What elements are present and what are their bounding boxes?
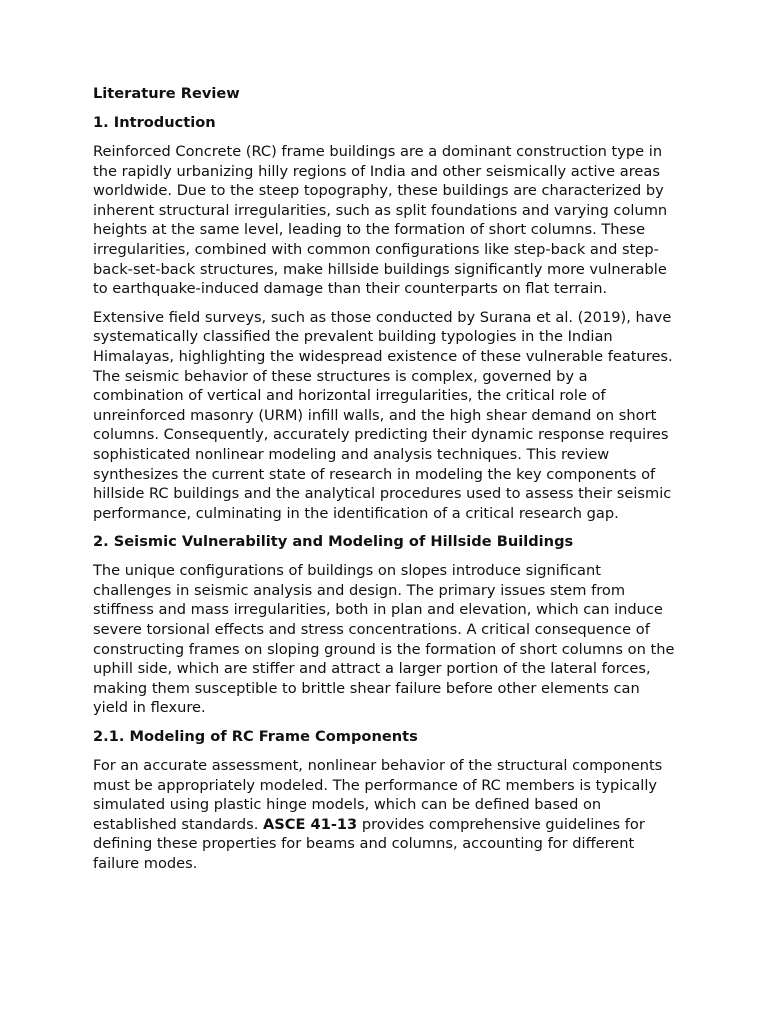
paragraph-rc-frame-components-1 bbox=[93, 756, 677, 874]
document-title: Literature Review bbox=[93, 85, 240, 102]
paragraph-introduction-1: Reinforced Concrete (RC) frame buildings are a dominant construction type in the rapidly urbanizing hilly regions of India and other seismically active areas worldwide. Due to the steep topography, these buildings are characterized by inherent structural irregularities, such as split foundations and varying column heights at the same level, leading to the formation of short columns. These irregularities, combined with common configurations like step-back and step-back-set-back structures, make hillside buildings significantly more vulnerable to earthquake-induced damage than their counterparts on flat terrain. bbox=[93, 143, 668, 298]
paragraph-text-before: For an accurate assessment, nonlinear behavior of the structural components must be appropriately modeled. The performance of RC members is typically simulated using plastic hinge models, which can be defined based on established standards. bbox=[93, 757, 663, 833]
paragraph-introduction-2: Extensive field surveys, such as those conducted by Surana et al. (2019), have systematically classified the prevalent building typologies in the Indian Himalayas, highlighting the widespread existence of these vulnerable features. The seismic behavior of these structures is complex, governed by a combination of vertical and horizontal irregularities, the critical role of unreinforced masonry (URM) infill walls, and the high shear demand on short columns. Consequently, accurately predicting their dynamic response requires sophisticated nonlinear modeling and analysis techniques. This review synthesizes the current state of research in modeling the key components of hillside RC buildings and the analytical procedures used to assess their seismic performance, culminating in the identification of a critical research gap. bbox=[93, 308, 673, 522]
standard-reference-emphasis: ASCE 41-13 bbox=[262, 815, 358, 833]
section-heading-rc-frame-components: 2.1. Modeling of RC Frame Components bbox=[93, 728, 418, 746]
section-heading-introduction: 1. Introduction bbox=[93, 114, 216, 131]
section-heading-seismic-vulnerability: 2. Seismic Vulnerability and Modeling of Hillside Buildings bbox=[93, 533, 574, 551]
paragraph-seismic-vulnerability-1: The unique configurations of buildings on slopes introduce significant challenges in seismic analysis and design. The primary issues stem from stiffness and mass irregularities, both in plan and elevation, which can induce severe torsional effects and stress concentrations. A critical consequence of constructing frames on sloping ground is the formation of short columns on the uphill side, which are stiffer and attract a larger portion of the lateral forces, making them susceptible to brittle shear failure before other elements can yield in flexure. bbox=[93, 562, 675, 717]
paragraph-text-after: provides comprehensive guidelines for defining these properties for beams and columns, accounting for different failure modes. bbox=[93, 815, 645, 872]
document-page bbox=[93, 84, 677, 883]
